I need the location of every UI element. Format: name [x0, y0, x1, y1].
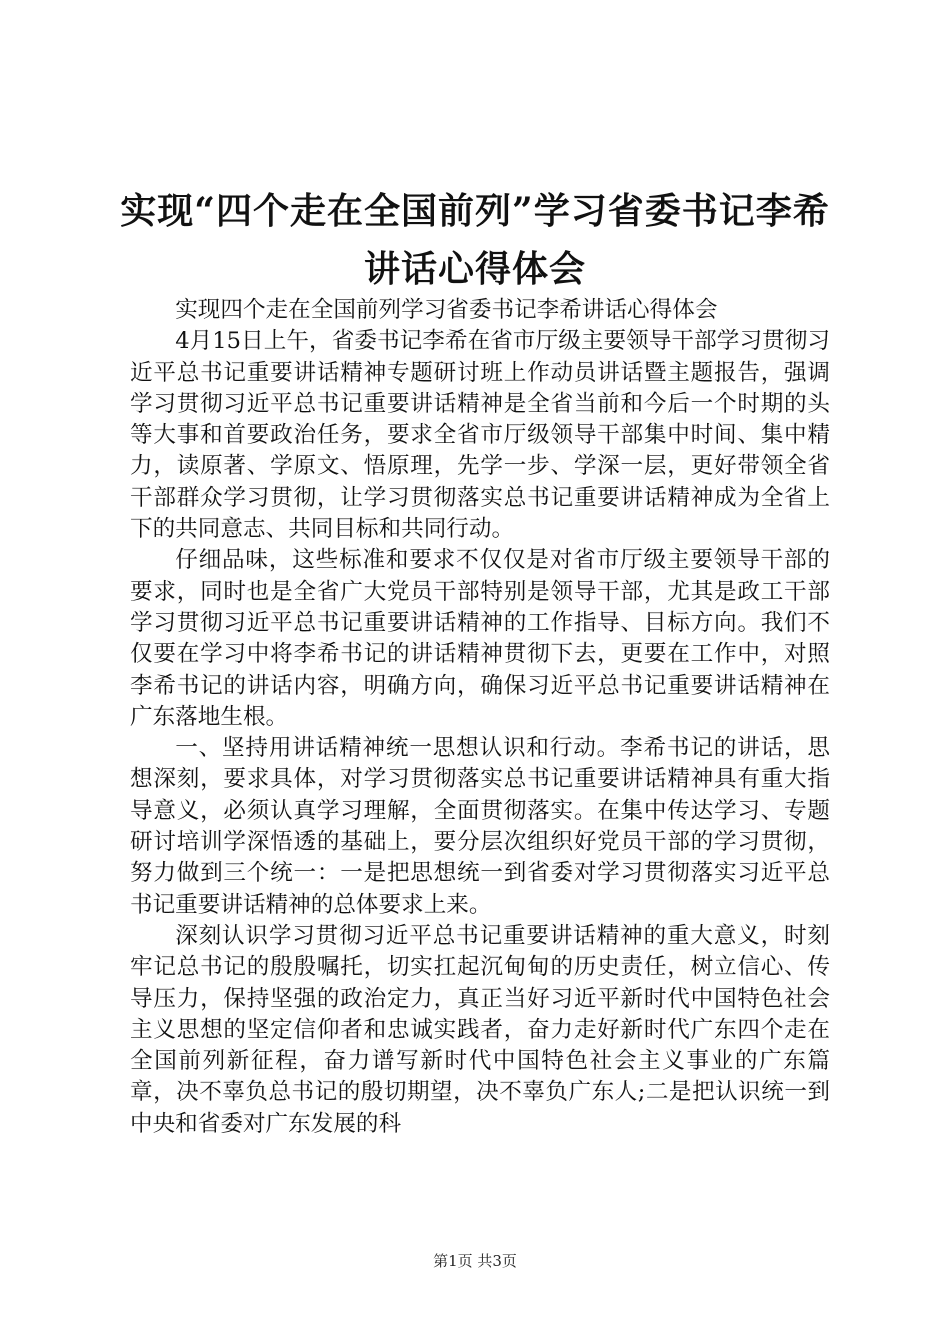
paragraph-2: 仔细品味，这些标准和要求不仅仅是对省市厅级主要领导干部的要求，同时也是全省广大党员干部特别是领导干部，尤其是政工干部学习贯彻习近平总书记重要讲话精神的工作指导、目标方向。我们不仅要在学习中将李希书记的讲话精神贯彻下去，更要在工作中，对照李希书记的讲话内容，明确方向，确保习近平总书记重要讲话精神在广东落地生根。: [130, 547, 830, 730]
title-line-1: 实现“四个走在全国前列”学习省委书记李希: [120, 190, 830, 232]
title-line-2: 讲话心得体会: [363, 248, 586, 290]
document-body: [130, 295, 830, 1140]
page-footer: [0, 1250, 950, 1271]
paragraph-subtitle: 实现四个走在全国前列学习省委书记李希讲话心得体会: [175, 297, 718, 323]
paragraph-1: 4月15日上午，省委书记李希在省市厅级主要领导干部学习贯彻习近平总书记重要讲话精神专题研讨班上作动员讲话暨主题报告，强调学习贯彻习近平总书记重要讲话精神是全省当前和今后一个时期的头等大事和首要政治任务，要求全省市厅级领导干部集中时间、集中精力，读原著、学原文、悟原理，先学一步、学深一层，更好带领全省干部群众学习贯彻，让学习贯彻落实总书记重要讲话精神成为全省上下的共同意志、共同目标和共同行动。: [130, 328, 830, 543]
document-title: [80, 182, 870, 298]
paragraph-4: 深刻认识学习贯彻习近平总书记重要讲话精神的重大意义，时刻牢记总书记的殷殷嘱托，切实扛起沉甸甸的历史责任，树立信心、传导压力，保持坚强的政治定力，真正当好习近平新时代中国特色社会主义思想的坚定信仰者和忠诚实践者，奋力走好新时代广东四个走在全国前列新征程，奋力谱写新时代中国特色社会主义事业的广东篇章，决不辜负总书记的殷切期望，决不辜负广东人;二是把认识统一到中央和省委对广东发展的科: [130, 922, 830, 1137]
page-number-label: 第1页 共3页: [433, 1252, 517, 1270]
paragraph-3: 一、坚持用讲话精神统一思想认识和行动。李希书记的讲话，思想深刻，要求具体，对学习贯彻落实总书记重要讲话精神具有重大指导意义，必须认真学习理解，全面贯彻落实。在集中传达学习、专题研讨培训学深悟透的基础上，要分层次组织好党员干部的学习贯彻，努力做到三个统一：一是把思想统一到省委对学习贯彻落实习近平总书记重要讲话精神的总体要求上来。: [130, 735, 830, 918]
